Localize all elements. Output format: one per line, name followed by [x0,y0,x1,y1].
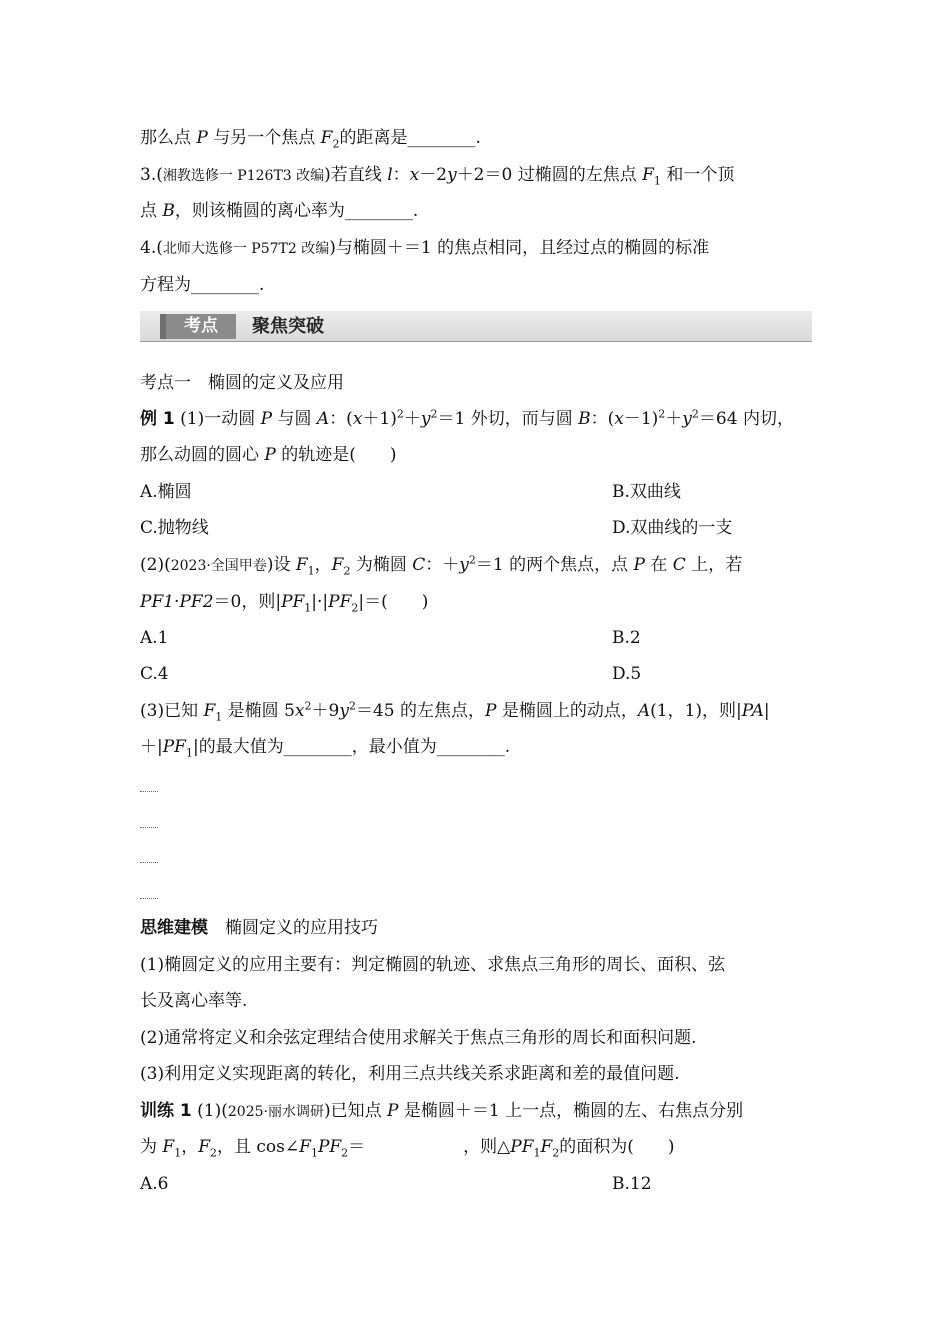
thinking-model-heading [140,917,812,939]
question-4-line-2 [140,274,812,296]
question-4-line-1 [140,237,812,260]
text: 与另一个焦点 [207,128,321,148]
text: －2 [419,165,448,185]
text: 的轨迹是( ) [275,445,397,465]
option-a: A.椭圆 [140,482,192,502]
example-1-part-2-options-row-1 [140,627,812,649]
var-x: x [614,409,624,429]
example-1-options-row-2 [140,517,812,539]
text: ，则该椭圆的离心率为________. [174,201,419,221]
source-note: 北师大选修一 P57T2 改编 [162,241,330,257]
var-f: F [203,701,216,721]
section-heading: 考点一 椭圆的定义及应用 [140,373,344,393]
text: |＝( ) [358,592,429,612]
answer-space-marker [140,791,158,792]
text: 是椭圆＋＝1 上一点，椭圆的左、右焦点分别 [398,1101,744,1121]
subscript: 2 [341,1146,349,1160]
var-y: y [682,409,692,429]
thinking-model-label: 思维建模 [140,918,208,938]
var-f: F [540,1137,553,1157]
subscript: 1 [304,601,312,615]
text: )设 [266,555,296,575]
text: 点 [140,201,163,221]
answer-space-marker [140,827,158,828]
text: ＝1 外切，而与圆 [437,409,579,429]
text: ，且 cos∠ [217,1137,300,1157]
thinking-model-point-3: (3)利用定义实现距离的转化，利用三点共线关系求距离和差的最值问题. [140,1064,680,1084]
var-pf: PF [510,1137,534,1157]
text: 方程为________. [140,275,265,295]
var-y: y [459,555,469,575]
superscript: 2 [691,407,699,421]
var-f: F [198,1137,210,1157]
text: ，则△ [463,1137,511,1157]
text: ， [181,1137,199,1157]
option-b: B.12 [612,1174,652,1194]
subscript: 2 [343,564,351,578]
text: ＝ [348,1137,366,1157]
training-1-line-1 [140,1100,812,1123]
text: 的距离是________. [339,128,481,148]
superscript: 2 [468,553,476,567]
example-1-part-2-options-row-2 [140,663,812,685]
subscript: 2 [332,137,340,151]
var-y: y [339,701,349,721]
text: (1，1)，则| [650,701,742,721]
source-note: 2025·丽水调研 [227,1104,324,1120]
example-1-line-2 [140,444,812,466]
subscript: 2 [351,601,359,615]
text: ＋| [140,737,163,757]
thinking-model-point-1a: (1)椭圆定义的应用主要有：判定椭圆的轨迹、求焦点三角形的周长、面积、弦 [140,955,726,975]
text: 在 [644,555,673,575]
superscript: 2 [658,407,666,421]
subscript: 1 [215,710,223,724]
subscript: 2 [552,1146,560,1160]
vector-expression: PF1·PF2 [140,592,214,612]
text: (1)一动圆 [174,409,261,429]
var-p: P [260,409,273,429]
subscript: 1 [533,1146,541,1160]
option-d: D.双曲线的一支 [612,518,733,538]
answer-space-marker [140,898,158,899]
text: (3)已知 [140,701,204,721]
thinking-model-point-1b: 长及离心率等. [140,991,248,1011]
var-f: F [299,1137,311,1157]
text: 是椭圆 5 [222,701,295,721]
text: (1)( [191,1101,228,1121]
text: | [763,701,770,721]
text: ＝0，则| [213,592,282,612]
text: ： [392,165,410,185]
superscript: 2 [304,699,312,713]
subscript: 1 [653,174,661,188]
text: 的面积为( ) [559,1137,675,1157]
answer-space-marker [140,862,158,863]
var-f: F [162,1137,175,1157]
text: ：( [329,409,353,429]
var-f: F [295,555,308,575]
option-a: A.1 [140,628,169,648]
example-1-options-row-1 [140,481,812,503]
var-y: y [447,165,457,185]
var-b: B [578,409,591,429]
banner-tag: 考点 [166,314,236,339]
text: ＋ [403,409,421,429]
var-f: F [331,555,344,575]
var-x: x [352,409,363,429]
example-label: 例 1 [140,409,175,429]
option-c: C.抛物线 [140,518,209,538]
text: 3.( [140,165,163,185]
var-c: C [672,555,686,575]
question-3-line-2 [140,200,812,222]
example-1-part-2-line-1 [140,554,812,577]
text: |的最大值为________，最小值为________. [192,737,511,757]
training-1-line-2 [140,1136,812,1158]
option-d: D.5 [612,664,642,684]
text: )已知点 [323,1101,388,1121]
section-banner [140,311,812,342]
example-1-part-2-line-2 [140,591,812,613]
option-b: B.2 [612,628,641,648]
text: 那么动圆的圆心 [140,445,265,465]
text: ， [314,555,332,575]
var-c: C [412,555,426,575]
text: )若直线 [324,165,388,185]
var-a: A [637,701,651,721]
var-l: l [387,165,393,185]
question-2-tail [140,127,812,149]
example-1-part-3-line-2 [140,736,812,758]
thinking-model-title: 椭圆定义的应用技巧 [208,918,378,938]
text: ＋ [665,409,683,429]
source-note: 湘教选修一 P126T3 改编 [162,168,325,184]
subscript: 2 [210,1146,217,1160]
banner-title: 聚焦突破 [252,316,324,337]
option-c: C.4 [140,664,169,684]
var-pf: PF [281,592,305,612]
var-p: P [196,128,208,148]
training-1-options-row-1 [140,1173,812,1195]
var-f: F [320,128,333,148]
text: 那么点 [140,128,197,148]
var-pa: PA [741,701,764,721]
subscript: 1 [174,1146,182,1160]
var-f: F [642,165,654,185]
var-p: P [484,701,497,721]
var-x: x [409,165,420,185]
question-3-line-1 [140,164,812,187]
text: 是椭圆上的动点， [496,701,638,721]
text: 和一个顶 [660,165,735,185]
text: ＋1) [362,409,397,429]
text: ＝1 的两个焦点，点 [475,555,634,575]
var-a: A [316,409,330,429]
text: 为 [140,1137,163,1157]
var-p: P [387,1101,399,1121]
text: ＝45 的左焦点， [355,701,485,721]
var-x: x [294,701,305,721]
text: 与圆 [272,409,317,429]
text: |·| [311,592,329,612]
superscript: 2 [396,407,404,421]
training-label: 训练 1 [140,1101,192,1121]
text: ＋2＝0 过椭圆的左焦点 [456,165,643,185]
text: )与椭圆＋＝1 的焦点相同，且经过点的椭圆的标准 [329,238,710,258]
var-pf: PF [328,592,352,612]
var-b: B [162,201,175,221]
superscript: 2 [430,407,438,421]
text: ：( [590,409,615,429]
option-a: A.6 [140,1174,169,1194]
var-p: P [264,445,276,465]
text: 4.( [140,238,163,258]
example-1-part-3-line-1 [140,700,812,722]
example-1-line-1 [140,408,812,430]
subscript: 1 [185,746,193,760]
var-y: y [420,409,431,429]
subscript: 1 [310,1146,318,1160]
text: ＋9 [311,701,340,721]
source-note: 2023·全国甲卷 [170,558,267,574]
var-p: P [633,555,645,575]
text: 为椭圆 [350,555,413,575]
var-pf: PF [317,1137,342,1157]
text: 上，若 [685,555,743,575]
text: ：＋ [425,555,460,575]
text: ＝64 内切， [698,409,794,429]
text: －1) [623,409,659,429]
superscript: 2 [348,699,356,713]
option-b: B.双曲线 [612,482,681,502]
subscript: 1 [307,564,315,578]
text: (2)( [140,555,171,575]
var-pf: PF [162,737,186,757]
thinking-model-point-2: (2)通常将定义和余弦定理结合使用求解关于焦点三角形的周长和面积问题. [140,1028,697,1048]
